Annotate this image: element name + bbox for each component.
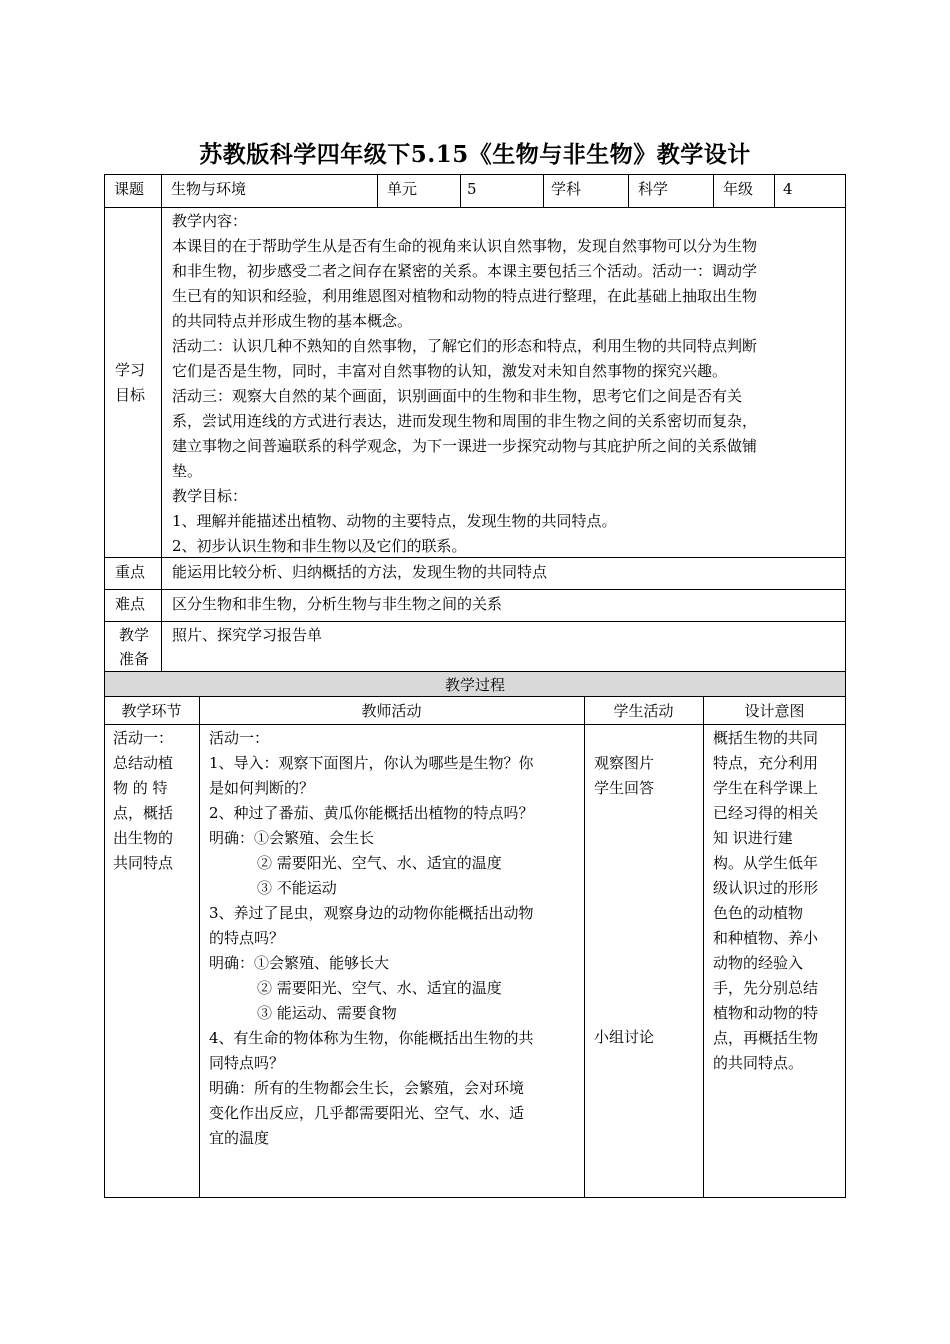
teacher-line: 的特点吗？ <box>209 929 285 947</box>
teacher-line: 2、种过了番茄、黄瓜你能概括出植物的特点吗？ <box>209 804 534 822</box>
difficulty-value: 区分生物和非生物，分析生物与非生物之间的关系 <box>172 595 503 613</box>
process-header: 教学过程 <box>444 676 505 694</box>
student-activity-observe: 观察图片 <box>594 754 655 772</box>
teacher-line: 3、养过了昆虫，观察身边的动物你能概括出动物 <box>209 904 534 922</box>
preparation-label-1: 教学 <box>119 626 150 644</box>
teacher-line: 宜的温度 <box>209 1129 270 1147</box>
objectives-line: 活动三：观察大自然的某个画面，识别画面中的生物和非生物，思考它们之间是否有关 <box>172 387 743 405</box>
teacher-line: 同特点吗？ <box>209 1054 285 1072</box>
objectives-line: 1、理解并能描述出植物、动物的主要特点，发现生物的共同特点。 <box>172 512 617 530</box>
intent-line: 知 识进行建 <box>713 829 793 847</box>
teacher-line: ③ 能运动、需要食物 <box>257 1004 397 1022</box>
teacher-line: 明确：①会繁殖、能够长大 <box>209 954 390 972</box>
course-value: 生物与环境 <box>171 180 247 198</box>
subject-value: 科学 <box>638 180 669 198</box>
intent-line: 级认识过的形形 <box>713 879 819 897</box>
objectives-line: 活动二：认识几种不熟知的自然事物，了解它们的形态和特点，利用生物的共同特点判断 <box>172 337 758 355</box>
objectives-line: 教学内容： <box>172 212 248 230</box>
intent-line: 和种植物、养小 <box>713 929 819 947</box>
unit-value: 5 <box>467 180 477 198</box>
column-intent: 设计意图 <box>744 702 805 720</box>
student-activity-answer: 学生回答 <box>594 779 655 797</box>
objectives-label-2: 目标 <box>115 386 146 404</box>
intent-line: 植物和动物的特 <box>713 1004 819 1022</box>
column-student: 学生活动 <box>613 702 674 720</box>
student-activity-discuss: 小组讨论 <box>594 1028 655 1046</box>
objectives-line: 垫。 <box>172 462 203 480</box>
objectives-line: 系，尝试用连线的方式进行表达，进而发现生物和周围的非生物之间的关系密切而复杂， <box>172 412 758 430</box>
stage-line: 活动一： <box>113 729 174 747</box>
teacher-line: ③ 不能运动 <box>257 879 337 897</box>
teacher-line: 变化作出反应，几乎都需要阳光、空气、水、适 <box>209 1104 525 1122</box>
course-label: 课题 <box>114 180 145 198</box>
grade-value: 4 <box>783 180 793 198</box>
teacher-line: ② 需要阳光、空气、水、适宜的温度 <box>257 979 502 997</box>
unit-label: 单元 <box>387 180 418 198</box>
objectives-line: 教学目标： <box>172 487 248 505</box>
objectives-line: 建立事物之间普遍联系的科学观念，为下一课进一步探究动物与其庇护所之间的关系做铺 <box>172 437 758 455</box>
intent-line: 点，再概括生物 <box>713 1029 819 1047</box>
teacher-line: ② 需要阳光、空气、水、适宜的温度 <box>257 854 502 872</box>
stage-line: 总结动植 <box>113 754 174 772</box>
intent-line: 已经习得的相关 <box>713 804 819 822</box>
objectives-line: 本课目的在于帮助学生从是否有生命的视角来认识自然事物，发现自然事物可以分为生物 <box>172 237 758 255</box>
teacher-line: 是如何判断的？ <box>209 779 315 797</box>
objectives-line: 2、初步认识生物和非生物以及它们的联系。 <box>172 537 467 555</box>
objectives-content <box>172 209 842 559</box>
preparation-value: 照片、探究学习报告单 <box>172 626 323 644</box>
key-point-value: 能运用比较分析、归纳概括的方法，发现生物的共同特点 <box>172 563 548 581</box>
objectives-label-1: 学习 <box>115 361 146 379</box>
intent-line: 构。从学生低年 <box>713 854 819 872</box>
teacher-cell <box>209 726 581 1151</box>
teacher-line: 明确：①会繁殖、会生长 <box>209 829 375 847</box>
objectives-line: 和非生物，初步感受二者之间存在紧密的关系。本课主要包括三个活动。活动一：调动学 <box>172 262 758 280</box>
teacher-line: 明确：所有的生物都会生长，会繁殖，会对环境 <box>209 1079 525 1097</box>
column-stage: 教学环节 <box>121 702 182 720</box>
subject-label: 学科 <box>551 180 582 198</box>
stage-line: 共同特点 <box>113 854 174 872</box>
stage-cell <box>113 726 193 876</box>
teacher-line: 1、导入：观察下面图片，你认为哪些是生物？你 <box>209 754 534 772</box>
teacher-line: 4、有生命的物体称为生物，你能概括出生物的共 <box>209 1029 534 1047</box>
intent-line: 的共同特点。 <box>713 1054 804 1072</box>
difficulty-label: 难点 <box>115 595 146 613</box>
stage-line: 物 的 特 <box>113 779 168 797</box>
intent-line: 手，先分别总结 <box>713 979 819 997</box>
teacher-line: 活动一： <box>209 729 270 747</box>
stage-line: 点，概括 <box>113 804 174 822</box>
document-title: 苏教版科学四年级下5.15《生物与非生物》教学设计 <box>199 141 751 168</box>
intent-line: 学生在科学课上 <box>713 779 819 797</box>
intent-line: 动物的经验入 <box>713 954 804 972</box>
objectives-line: 它们是否是生物，同时，丰富对自然事物的认知，激发对未知自然事物的探究兴趣。 <box>172 362 728 380</box>
stage-line: 出生物的 <box>113 829 174 847</box>
preparation-label-2: 准备 <box>119 650 150 668</box>
intent-line: 特点，充分利用 <box>713 754 819 772</box>
intent-cell <box>713 726 843 1076</box>
column-teacher: 教师活动 <box>361 702 422 720</box>
key-point-label: 重点 <box>115 563 146 581</box>
grade-label: 年级 <box>723 180 754 198</box>
objectives-line: 生已有的知识和经验，利用维恩图对植物和动物的特点进行整理，在此基础上抽取出生物 <box>172 287 758 305</box>
intent-line: 色色的动植物 <box>713 904 804 922</box>
intent-line: 概括生物的共同 <box>713 729 819 747</box>
objectives-line: 的共同特点并形成生物的基本概念。 <box>172 312 413 330</box>
